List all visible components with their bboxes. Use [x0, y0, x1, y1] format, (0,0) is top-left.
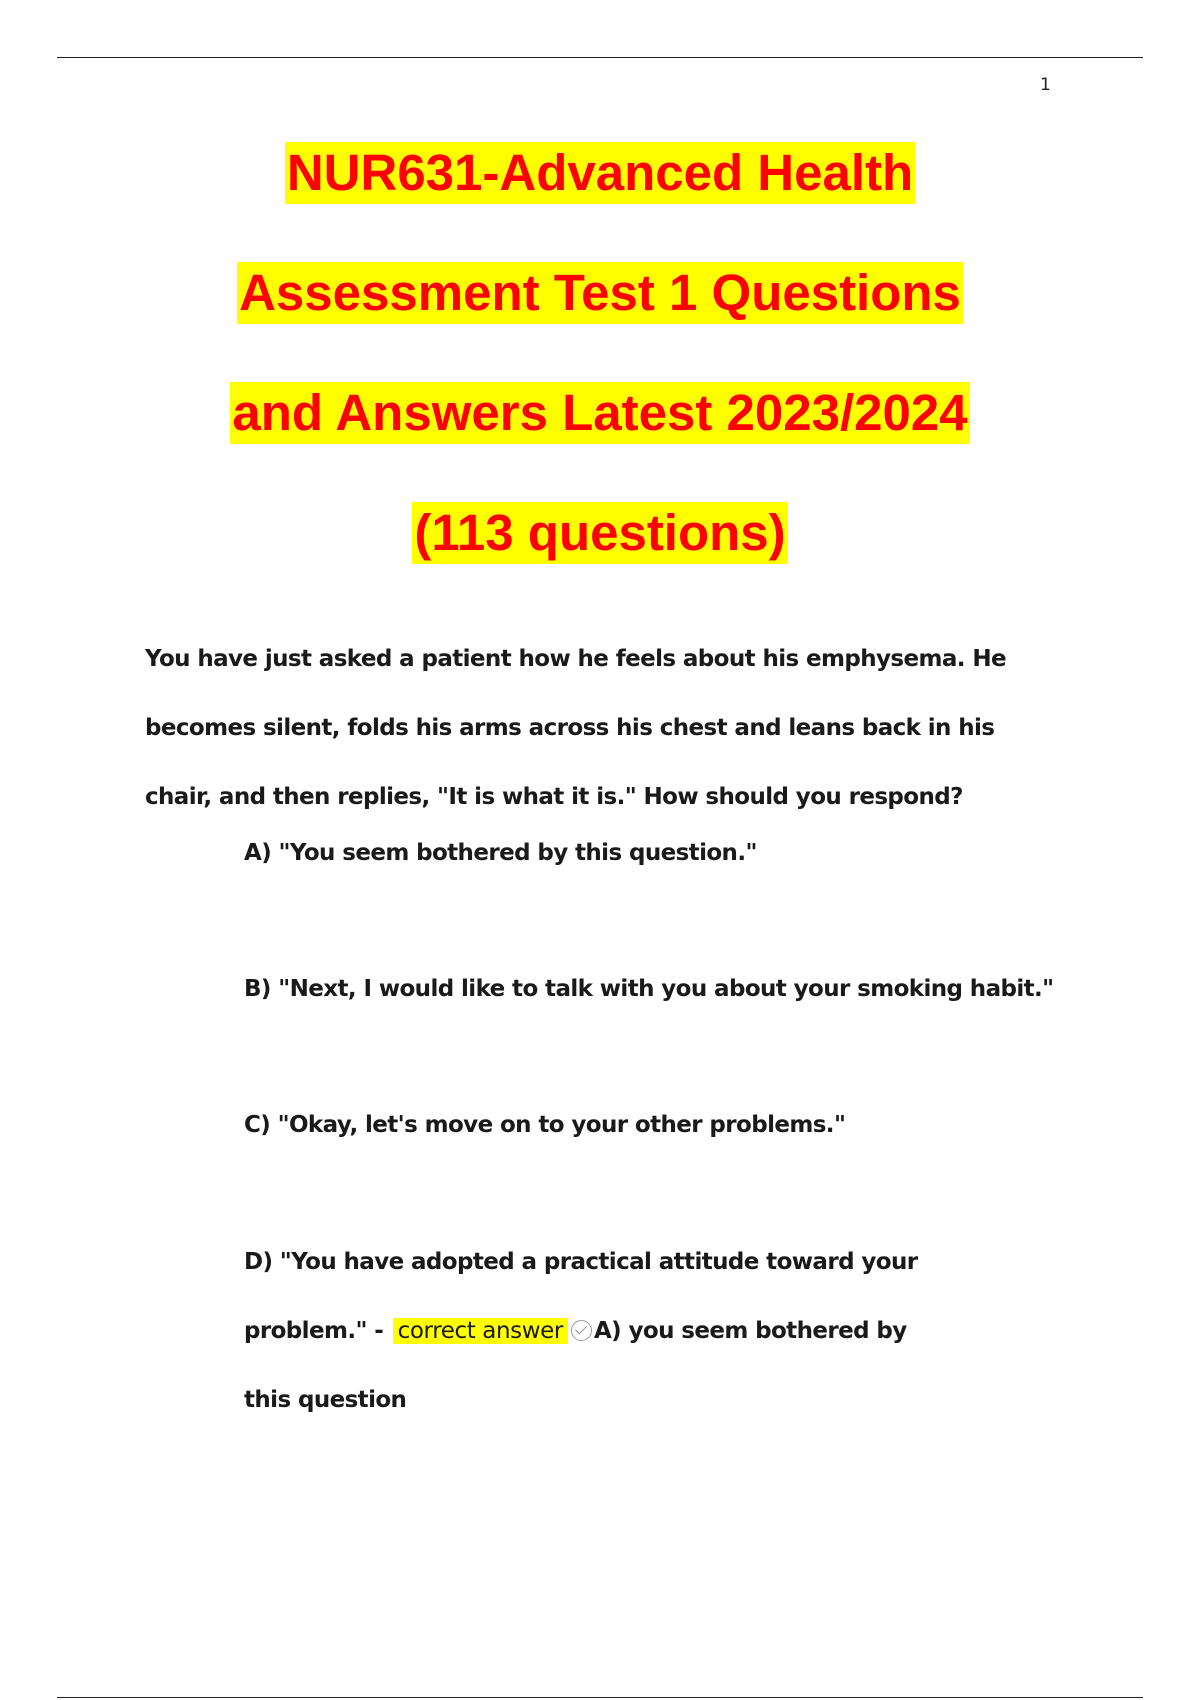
check-circle-icon	[571, 1320, 592, 1341]
option-a: A) "You seem bothered by this question."	[244, 840, 757, 866]
bottom-rule	[57, 1697, 1143, 1698]
title-text-4: (113 questions)	[412, 502, 787, 564]
title-line-2	[0, 262, 1200, 382]
page-number: 1	[1040, 75, 1051, 95]
answer-text-continuation: this question	[244, 1387, 407, 1413]
title-text-1: NUR631-Advanced Health	[285, 142, 915, 204]
document-title	[0, 142, 1200, 622]
answer-text: A) you seem bothered by	[593, 1318, 907, 1344]
question-stem	[145, 625, 1045, 832]
option-d: D) "You have adopted a practical attitude toward your	[244, 1249, 918, 1275]
option-d-end: problem." -	[244, 1318, 384, 1344]
question-line-2: becomes silent, folds his arms across his chest and leans back in his	[145, 715, 995, 741]
title-line-1	[0, 142, 1200, 262]
option-d-continuation	[244, 1314, 907, 1348]
title-text-3: and Answers Latest 2023/2024	[230, 382, 969, 444]
title-line-3	[0, 382, 1200, 502]
option-c: C) "Okay, let's move on to your other problems."	[244, 1112, 846, 1138]
option-b: B) "Next, I would like to talk with you about your smoking habit."	[244, 976, 1054, 1002]
title-line-4	[0, 502, 1200, 622]
question-line-1: You have just asked a patient how he feels about his emphysema. He	[145, 646, 1006, 672]
question-line-3: chair, and then replies, "It is what it is." How should you respond?	[145, 784, 963, 810]
correct-answer-label: correct answer	[393, 1318, 568, 1344]
title-text-2: Assessment Test 1 Questions	[237, 262, 963, 324]
top-rule	[57, 57, 1143, 58]
